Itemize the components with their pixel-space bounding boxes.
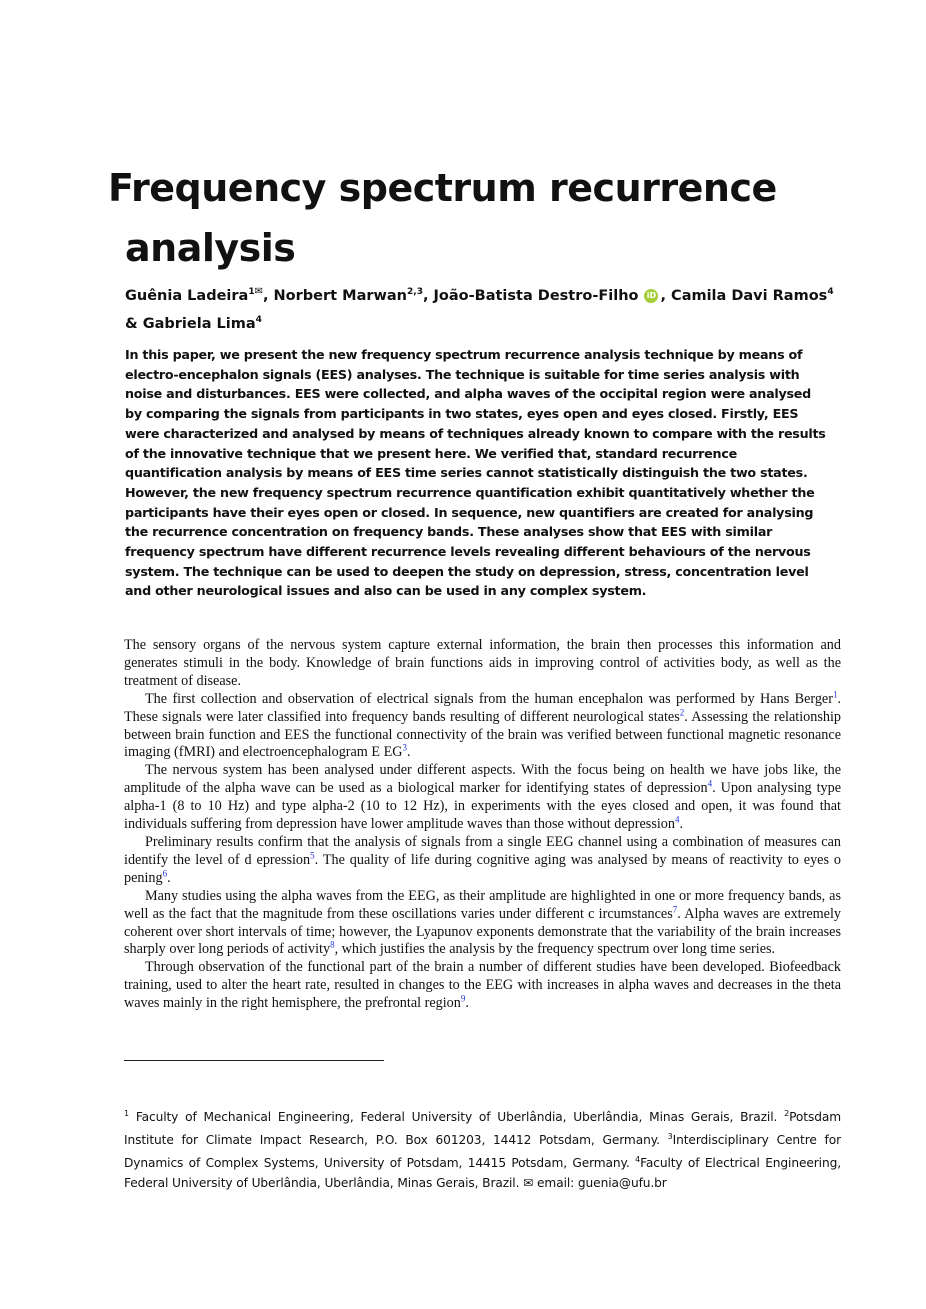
footnote-divider [124, 1060, 384, 1061]
affiliation-marker: 1 [124, 1109, 129, 1118]
citation-link[interactable]: 4 [707, 778, 713, 789]
contact-email[interactable]: email: guenia@ufu.br [537, 1176, 667, 1191]
title-line-1: Frequency spectrum recurrence [108, 166, 777, 210]
author-2: Norbert Marwan [273, 287, 408, 304]
text-run: , which justifies the analysis by the frequency spectrum over long time series. [334, 941, 776, 958]
text-run: . These signals were later classified into frequency bands resulting of different neurological states [124, 690, 841, 725]
author-4: Camila Davi Ramos [671, 287, 828, 304]
text-run: . [465, 995, 469, 1012]
paragraph-6 [124, 959, 841, 1013]
text-run: . Assessing the relationship between brain function and EES the functional connectivity of the brain was verified between functional magnetic resonance imaging (fMRI) and electroencephalogram E EG [124, 708, 842, 761]
text-run: . [167, 869, 171, 886]
text-run: Many studies using the alpha waves from the EEG, as their amplitude are highlighted in one or more frequency bands, as well as the fact that the magnitude from these oscillations varies under different c ircumstances [124, 887, 841, 922]
affiliation-marker: 2 [784, 1109, 790, 1118]
paragraph-1: The sensory organs of the nervous system capture external information, the brain then processes this information and generates stimuli in the body. Knowledge of brain functions aids in improving control of activities body, as well as the treatment of disease. [124, 637, 841, 689]
text-run: The nervous system has been analysed under different aspects. With the focus being on health we have jobs like, the amplitude of the alpha wave can be used as a biological marker for identifying states of depression [124, 762, 841, 797]
text-run: . Alpha waves are extremely coherent over short intervals of time; however, the Lyapunov exponents demonstrate that the variability of the brain increases sharply over long periods of activity [124, 905, 841, 958]
citation-link[interactable]: 8 [330, 939, 335, 950]
text-run: Through observation of the functional part of the brain a number of different studies have been developed. Biofeedback training, used to alter the heart rate, resulted in changes to the EEG with increases in alpha waves and decreases in the theta waves mainly in the right hemisphere, the prefrontal region [124, 959, 841, 1012]
author-5: Gabriela Lima [142, 315, 256, 332]
author-4-affiliation: 4 [827, 287, 834, 297]
author-1-affiliation: 1 [248, 287, 255, 297]
citation-link[interactable]: 1 [832, 688, 838, 699]
affiliation-marker: 3 [667, 1132, 673, 1142]
envelope-icon[interactable]: ✉ [254, 286, 263, 297]
citation-link[interactable]: 7 [672, 903, 678, 914]
abstract: In this paper, we present the new frequency spectrum recurrence analysis technique by means of electro-encephalon signals (EES) analyses. The technique is suitable for time series analysis with noise and disturbances. EES were collected, and alpha waves of the occipital region were analysed by comparing the signals from participants in two states, eyes open and eyes closed. Firstly, EES were characterized and analysed by means of techniques already known to compare with the results of the innovative technique that we present here. We verified that, standard recurrence quantification analysis by means of EES time series cannot statistically distinguish the two states. However, the new frequency spectrum recurrence quantification exhibit quantitatively whether the participants have their eyes open or closed. In sequence, new quantifiers are created for analysing the recurrence concentration on frequency bands. These analyses show that EES with similar frequency spectrum have different recurrence levels revealing different behaviours of the nervous system. The technique can be used to deepen the study on depression, stress, concentration level and other neurological issues and also can be used in any complex system. [125, 347, 826, 599]
affiliation-text: Faculty of Electrical Engineering, Federal University of Uberlândia, Uberlândia, Minas Gerais, Brazil. [124, 1156, 841, 1191]
citation-link[interactable]: 4 [674, 814, 680, 825]
citation-link[interactable]: 6 [162, 868, 168, 879]
citation-link[interactable]: 3 [402, 742, 408, 753]
author-separator: , [262, 287, 274, 304]
author-separator: , [422, 287, 434, 304]
citation-link[interactable]: 9 [460, 993, 466, 1004]
affiliation-text: Potsdam Institute for Climate Impact Research, P.O. Box 601203, 14412 Potsdam, Germany. [124, 1110, 841, 1148]
text-run: . Upon analysing type alpha-1 (8 to 10 Hz) and type alpha-2 (10 to 12 Hz), in experiments with the eyes closed and open, it was found that individuals suffering from depression have lower amplitude waves than those without depression [124, 780, 841, 833]
paper-title [108, 158, 808, 278]
author-separator: & [125, 315, 143, 332]
paragraph-5 [124, 888, 841, 960]
citation-link[interactable]: 5 [310, 850, 315, 861]
author-list [125, 280, 845, 336]
text-run: Preliminary results confirm that the analysis of signals from a single EEG channel using a combination of measures can identify the level of d epression [124, 833, 841, 868]
paragraph-4 [124, 834, 841, 888]
orcid-icon[interactable]: iD [644, 289, 658, 303]
text-run: . [679, 816, 684, 833]
paragraph-2 [124, 688, 842, 763]
author-2-affiliation: 2,3 [407, 287, 423, 297]
citation-link[interactable]: 2 [679, 706, 685, 717]
title-line-2: analysis [125, 226, 296, 270]
author-1: Guênia Ladeira [125, 287, 249, 304]
paragraph-3 [124, 762, 841, 834]
author-separator: , [660, 287, 672, 304]
author-3: João-Batista Destro-Filho [433, 287, 639, 304]
text-run: The first collection and observation of electrical signals from the human encephalon was performed by Hans Berger [145, 690, 833, 707]
affiliation-marker: 4 [635, 1155, 641, 1165]
affiliation-text: Faculty of Mechanical Engineering, Federal University of Uberlândia, Uberlândia, Minas Gerais, Brazil. [129, 1110, 785, 1125]
body-text [124, 637, 841, 1013]
text-run: . The quality of life during cognitive aging was analysed by means of reactivity to eyes o pening [124, 851, 841, 886]
author-5-affiliation: 4 [255, 314, 262, 325]
text-run: . [407, 744, 411, 761]
envelope-icon: ✉ [523, 1176, 538, 1191]
affiliations-footnote [124, 1104, 841, 1191]
affiliation-text: Interdisciplinary Centre for Dynamics of Complex Systems, University of Potsdam, 14415 Potsdam, Germany. [124, 1133, 841, 1171]
